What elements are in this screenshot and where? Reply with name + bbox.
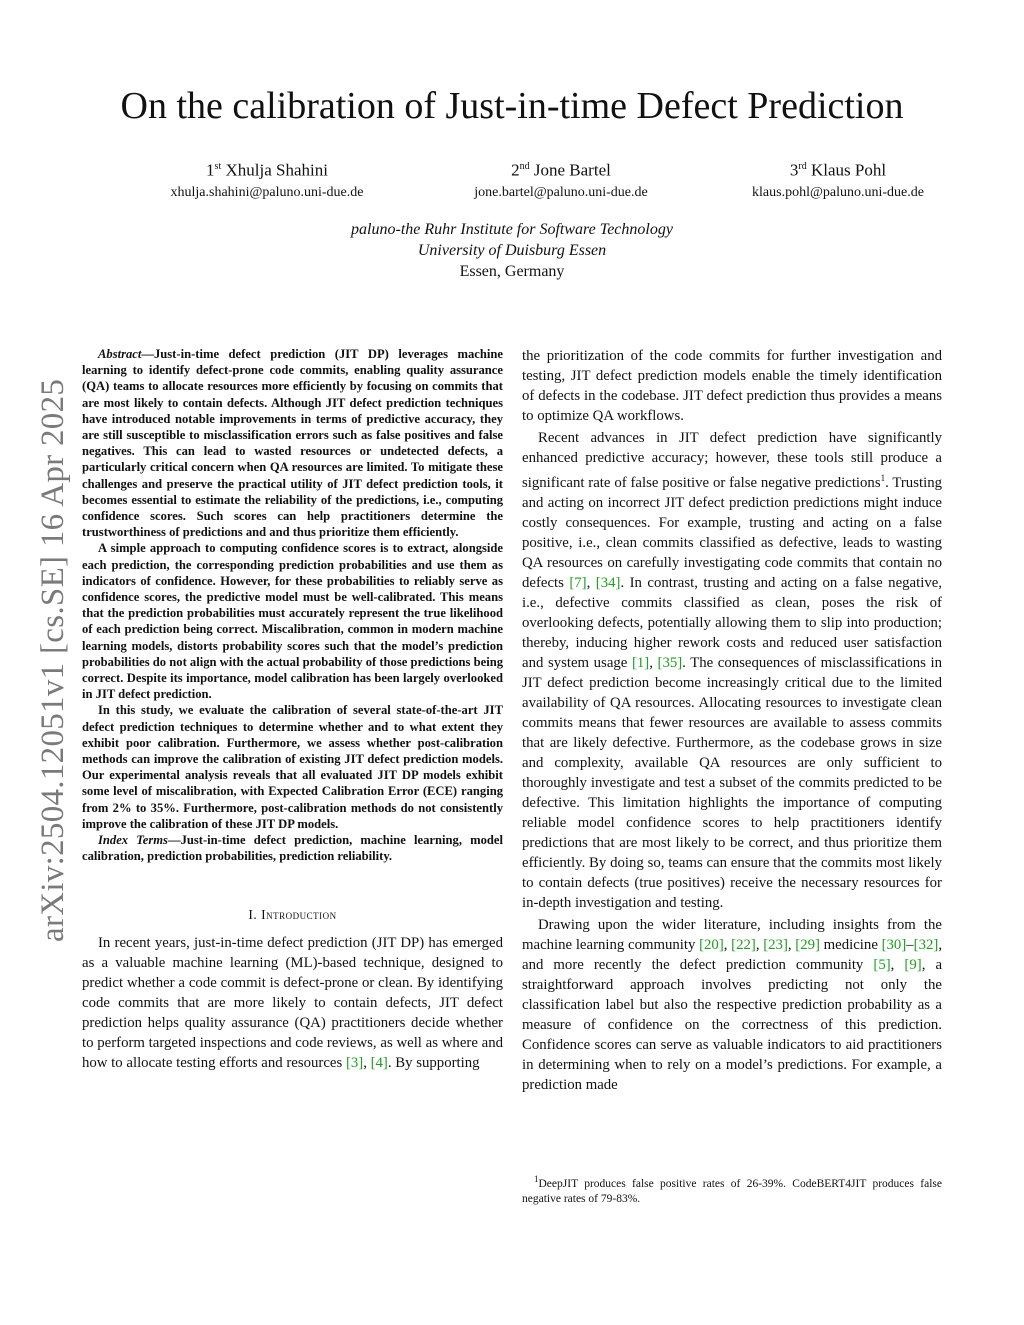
author-name: Klaus Pohl xyxy=(811,160,887,180)
citation-link[interactable]: [35] xyxy=(657,654,683,671)
paper-title: On the calibration of Just-in-time Defect Prediction xyxy=(120,85,904,127)
abstract-p2: A simple approach to computing confidence scores is to extract, alongside each prediction, the corresponding prediction probabilities and use them as indicators of confidence. However, for these probabilities to reliably serve as confidence scores, the predictive model must be well-calibrated. This means that the prediction probabilities must accurately represent the true likelihood of each prediction being correct. Miscalibration, common in modern machine learning models, distorts probability scores such that the model’s prediction probabilities do not align with the actual probability of those predictions being correct. Despite its importance, model calibration has been largely overlooked in JIT defect prediction. xyxy=(82,541,503,702)
citation-link[interactable]: [5] xyxy=(873,956,891,973)
author-name: Jone Bartel xyxy=(533,160,611,180)
citation-link[interactable]: [3] xyxy=(345,1054,364,1071)
citation-link[interactable]: [20] xyxy=(699,936,724,953)
left-column xyxy=(82,346,503,1073)
citation-link[interactable]: [34] xyxy=(595,574,621,591)
citation-link[interactable]: [9] xyxy=(904,956,922,973)
citation-link[interactable]: [7] xyxy=(569,574,587,591)
citation-link[interactable]: [22] xyxy=(731,936,756,953)
author-1: 1st Xhulja Shahini xhulja.shahini@paluno.uni-due.de xyxy=(117,156,417,203)
citation-link[interactable]: [23] xyxy=(763,936,788,953)
footnote: $^1$DeepJIT produces false positive rates of 26-39%. CodeBERT4JIT produces false negative rates of 79-83%. xyxy=(522,1174,942,1205)
author-email: xhulja.shahini@paluno.uni-due.de xyxy=(170,184,364,200)
citation-link[interactable]: [30] xyxy=(881,936,907,953)
citation-link[interactable]: [29] xyxy=(795,936,820,953)
intro-p2: Recent advances in JIT defect prediction have significantly enhanced predictive accuracy; however, these tools still produce a significant rate of false positive or false negative predictions$^1$. Trusting and acting on incorrect JIT defect prediction predictions might induce costly consequences. For example, trusting and acting on a false positive, i.e., clean commits classified as defective, leads to wasting QA resources on carefully investigating code commits that contain no defects [7], [34]. In contrast, trusting and acting on a false negative, i.e., defective commits classified as clean, poses the risk of overlooking defects, potentially allowing them to slip into production; thereby, inducing higher rework costs and reduced user satisfaction and system usage [1], [35]. The consequences of misclassifications in JIT defect prediction become increasingly critical due to the limited availability of QA resources. Allocating resources to investigate clean commits means that fewer resources are available to assess commits that are likely defective. Furthermore, as the codebase grows in size and complexity, available QA resources are only sufficient to thoroughly investigate and test a subset of the commits predicted to be defective. This limitation highlights the importance of computing reliable model confidence scores to help practitioners identify predictions that are most likely to be correct, and thus prioritize them efficiently. By doing so, teams can ensure that the commits most likely to contain defects (true positives) receive the necessary resources for in-depth investigation and testing. xyxy=(522,430,942,911)
intro-p3: Drawing upon the wider literature, including insights from the machine learning community [20], [22], [23], [29] medicine [30]–[32], and more recently the defect prediction community [5], [9], a straightforward approach involves predicting not only the classification label but also the respective prediction probability as a measure of confidence on the correctness of this prediction. Confidence scores can serve as valuable indicators to aid practitioners in determining when to rely on a model’s predictions. For example, a prediction made xyxy=(522,916,943,1093)
citation-link[interactable]: [32] xyxy=(913,936,939,953)
citation-link[interactable]: [4] xyxy=(370,1054,388,1071)
author-name: Xhulja Shahini xyxy=(225,160,328,180)
author-email: jone.bartel@paluno.uni-due.de xyxy=(474,184,648,200)
affiliation: paluno-the Ruhr Institute for Software Technology University of Duisburg Essen Essen, Germany xyxy=(351,221,673,280)
abstract-p1: Abstract—Just-in-time defect prediction (JIT DP) leverages machine learning to identify defect-prone code commits, enabling quality assurance (QA) teams to allocate resources more efficiently by focusing on commits that are most likely to contain defects. Although JIT defect prediction techniques have introduced notable improvements in terms of predictive accuracy, they are still susceptible to misclassification errors such as false positives and false negatives. This can lead to wasted resources or undetected defects, a particularly critical concern when QA resources are limited. To mitigate these challenges and preserve the practical utility of JIT defect prediction tools, it becomes essential to estimate the reliability of the predictions, i.e., computing confidence scores. Such scores can help practitioners determine the trustworthiness of predictions and and thus prioritize them efficiently. xyxy=(82,347,503,540)
author-email: klaus.pohl@paluno.uni-due.de xyxy=(752,184,924,200)
intro-p1-cont: the prioritization of the code commits for further investigation and testing, JIT defect prediction models enable the timely identification of defects in the codebase. JIT defect prediction thus provides a means to optimize QA workflows. xyxy=(522,348,942,424)
arxiv-side-label: arXiv:2504.12051v1 [cs.SE] 16 Apr 2025 xyxy=(35,378,71,942)
intro-p1: In recent years, just-in-time defect prediction (JIT DP) has emerged as a valuable machine learning (ML)-based technique, designed to predict whether a code commit is defect-prone or clean. By identifying code commits that are more likely to contain defects, JIT defect prediction helps quality assurance (QA) practitioners decide whether to perform targeted inspections and code reviews, as well as where and how to allocate testing efforts and resources [3], [4]. By supporting xyxy=(82,934,503,1071)
citation-link[interactable]: [1] xyxy=(631,654,650,671)
index-terms: Index Terms—Just-in-time defect prediction, machine learning, model calibration, prediction probabilities, prediction reliability. xyxy=(82,833,503,864)
right-column xyxy=(522,346,942,1095)
section-heading: I. Introduction xyxy=(248,906,337,922)
author-3: 3rd Klaus Pohl klaus.pohl@paluno.uni-due.de xyxy=(688,156,988,203)
footnote-marker[interactable]: 1 xyxy=(880,473,886,483)
abstract-p3: In this study, we evaluate the calibration of several state-of-the-art JIT defect prediction techniques to determine whether and to what extent they exhibit poor calibration. Furthermore, we assess whether post-calibration methods can improve the calibration of existing JIT defect prediction models. Our experimental analysis reveals that all evaluated JIT DP models exhibit some level of miscalibration, with Expected Calibration Error (ECE) ranging from 2% to 35%. Furthermore, post-calibration methods do not consistently improve the calibration of these JIT DP models. xyxy=(82,703,503,831)
author-2: 2nd Jone Bartel jone.bartel@paluno.uni-due.de xyxy=(411,156,711,203)
